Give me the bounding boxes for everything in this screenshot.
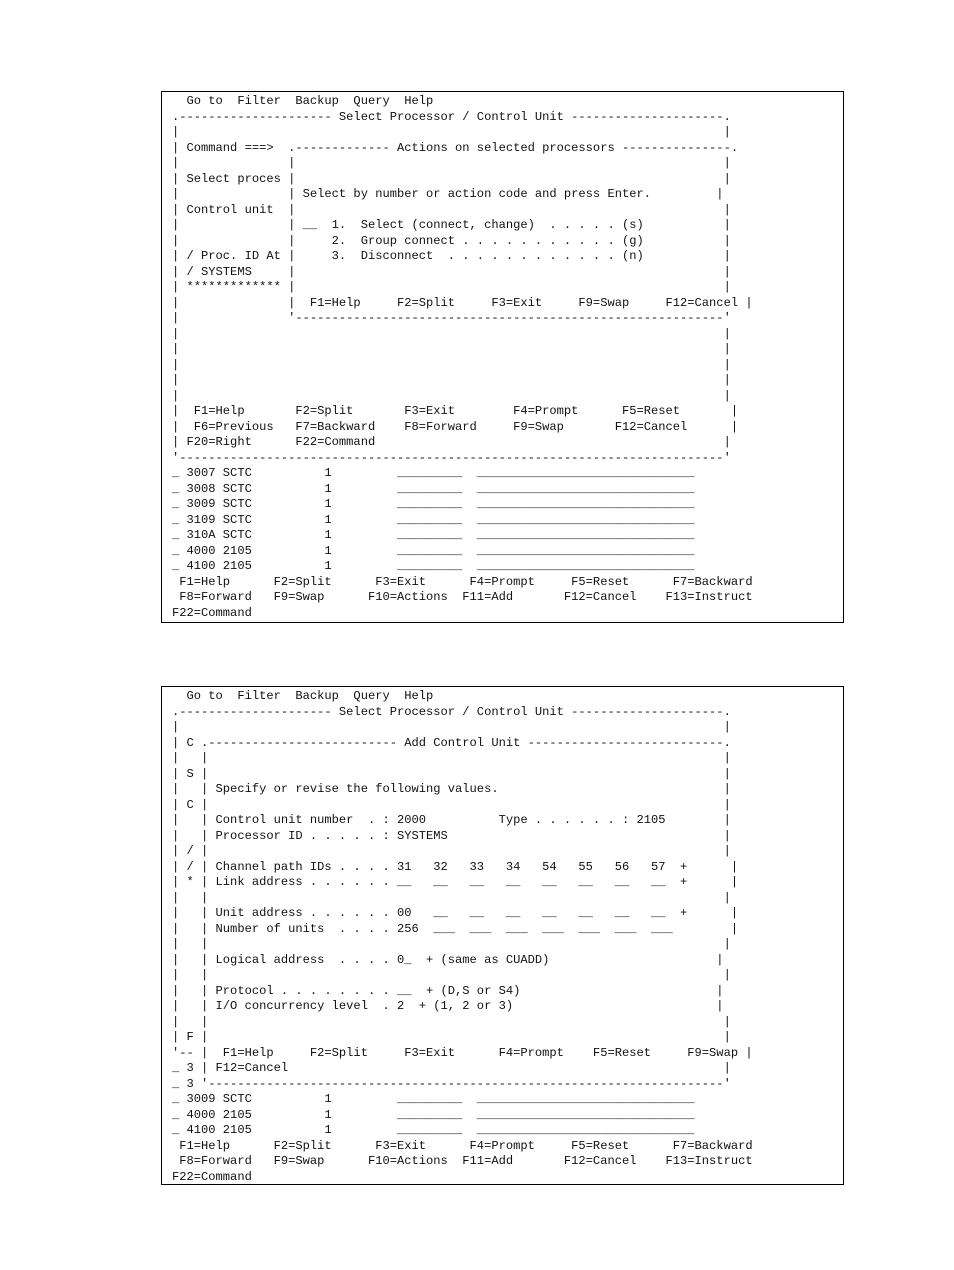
- screen-line: | F | |: [172, 1030, 731, 1044]
- screen-line: | | Protocol . . . . . . . . __ + (D,S or S4) |: [172, 983, 724, 998]
- screen-line: | '-----------------------------------------------------------': [172, 311, 731, 325]
- screen-line: F22=Command: [172, 1169, 252, 1184]
- screen-line: _ 3009 SCTC 1 _________ ______________________________: [172, 1092, 695, 1106]
- screen-line: | | F1=Help F2=Split F3=Exit F9=Swap F12=Cancel |: [172, 295, 753, 310]
- screen-line: .--------------------- Select Processor / Control Unit ---------------------.: [172, 704, 731, 719]
- screen-line: | | Control unit number . : 2000 Type . . . . . . : 2105 |: [172, 813, 731, 827]
- screen-line: '---------------------------------------------------------------------------': [172, 450, 731, 465]
- screen-line: | | I/O concurrency level . 2 + (1, 2 or 3) |: [172, 999, 724, 1013]
- screen-line: | | Processor ID . . . . . : SYSTEMS |: [172, 828, 731, 843]
- screen-line: | F6=Previous F7=Backward F8=Forward F9=Swap F12=Cancel |: [172, 419, 739, 434]
- screen-line: | Command ===> .------------- Actions on selected processors ---------------.: [172, 140, 739, 155]
- screen-line: _ 3 | F12=Cancel |: [172, 1061, 731, 1075]
- screen-line: F1=Help F2=Split F3=Exit F4=Prompt F5=Reset F7=Backward: [172, 1138, 753, 1153]
- screen-line: F8=Forward F9=Swap F10=Actions F11=Add F12=Cancel F13=Instruct: [172, 590, 753, 604]
- screen-line: | | 2. Group connect . . . . . . . . . . . (g) |: [172, 233, 731, 248]
- screen-line: _ 3008 SCTC 1 _________ ______________________________: [172, 481, 695, 496]
- screen-line: _ 3109 SCTC 1 _________ ______________________________: [172, 512, 695, 527]
- screen-line: | |: [172, 326, 731, 341]
- screen-line: _ 310A SCTC 1 _________ ______________________________: [172, 528, 695, 542]
- terminal-screen-add-control-unit: [161, 686, 844, 1185]
- screen-line: | | Specify or revise the following values. |: [172, 782, 731, 796]
- screen-line: | |: [172, 125, 731, 139]
- screen-line: | ************* | |: [172, 280, 731, 294]
- screen-line: | | |: [172, 937, 731, 951]
- screen-line: .--------------------- Select Processor / Control Unit ---------------------.: [172, 109, 731, 124]
- screen-line: | / | |: [172, 844, 731, 858]
- screen-line: | Control unit | |: [172, 202, 731, 217]
- screen-line: | |: [172, 388, 731, 403]
- screen-line: | | Select by number or action code and press Enter. |: [172, 187, 724, 201]
- screen-line: _ 4000 2105 1 _________ ______________________________: [172, 543, 695, 558]
- terminal-screen-actions-on-processors: [161, 91, 844, 623]
- screen-line: Go to Filter Backup Query Help: [172, 689, 434, 703]
- screen-line: | | |: [172, 156, 731, 170]
- screen-line: | |: [172, 342, 731, 356]
- screen-line: | F20=Right F22=Command |: [172, 435, 731, 449]
- screen-line: | | |: [172, 1014, 731, 1029]
- screen-line: | C | |: [172, 797, 731, 812]
- screen-line: _ 3 '-----------------------------------------------------------------------': [172, 1076, 731, 1091]
- screen-line: | |: [172, 373, 731, 387]
- screen-line: | | Logical address . . . . 0_ + (same as CUADD) |: [172, 952, 724, 967]
- screen-line: | |: [172, 720, 731, 734]
- screen-line: | / SYSTEMS | |: [172, 264, 731, 279]
- screen-line: _ 3009 SCTC 1 _________ ______________________________: [172, 497, 695, 511]
- screen-line: _ 4100 2105 1 _________ ______________________________: [172, 559, 695, 573]
- screen-line: | Select proces | |: [172, 171, 731, 186]
- screen-line: | | __ 1. Select (connect, change) . . . . . (s) |: [172, 218, 731, 232]
- screen-line: Go to Filter Backup Query Help: [172, 94, 434, 108]
- screen-line: F8=Forward F9=Swap F10=Actions F11=Add F12=Cancel F13=Instruct: [172, 1154, 753, 1168]
- screen-line: | |: [172, 357, 731, 372]
- screen-line: | / Proc. ID At | 3. Disconnect . . . . . . . . . . . . (n) |: [172, 249, 731, 263]
- screen-line: | | |: [172, 890, 731, 905]
- screen-line: _ 4100 2105 1 _________ ______________________________: [172, 1123, 695, 1137]
- screen-line: '-- | F1=Help F2=Split F3=Exit F4=Prompt F5=Reset F9=Swap |: [172, 1045, 753, 1060]
- screen-line: | S | |: [172, 766, 731, 781]
- screen-line: | | |: [172, 968, 731, 982]
- screen-line: | | Number of units . . . . 256 ___ ___ ___ ___ ___ ___ ___ |: [172, 921, 739, 936]
- screen-line: | / | Channel path IDs . . . . 31 32 33 34 54 55 56 57 + |: [172, 859, 739, 874]
- screen-line: F1=Help F2=Split F3=Exit F4=Prompt F5=Reset F7=Backward: [172, 574, 753, 589]
- screen-line: _ 3007 SCTC 1 _________ ______________________________: [172, 466, 695, 480]
- screen-line: | F1=Help F2=Split F3=Exit F4=Prompt F5=Reset |: [172, 404, 739, 418]
- screen-line: | C .-------------------------- Add Control Unit ---------------------------.: [172, 735, 731, 750]
- screen-line: | | Unit address . . . . . . 00 __ __ __ __ __ __ __ + |: [172, 906, 739, 920]
- screen-line: | | |: [172, 751, 731, 765]
- screen-line: F22=Command: [172, 605, 252, 620]
- screen-line: | * | Link address . . . . . . __ __ __ __ __ __ __ __ + |: [172, 875, 739, 889]
- screen-line: _ 4000 2105 1 _________ ______________________________: [172, 1107, 695, 1122]
